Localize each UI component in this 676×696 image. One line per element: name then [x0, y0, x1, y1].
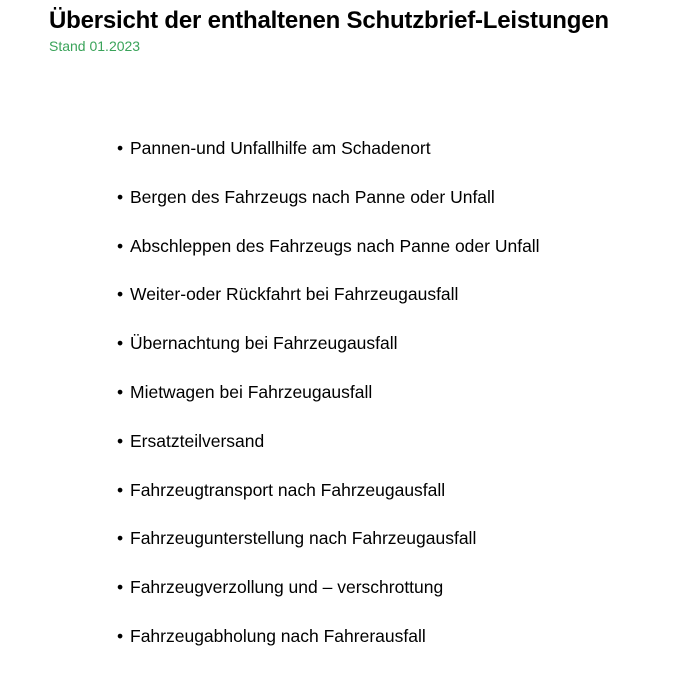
- list-item: [117, 527, 540, 549]
- page-title: Übersicht der enthaltenen Schutzbrief-Leistungen: [49, 7, 609, 34]
- list-item-label: Abschleppen des Fahrzeugs nach Panne oder Unfall: [130, 235, 540, 256]
- document-header: [49, 7, 609, 55]
- list-item-label: Fahrzeugtransport nach Fahrzeugausfall: [130, 479, 446, 500]
- list-item-label: Übernachtung bei Fahrzeugausfall: [130, 333, 398, 354]
- list-item-label: Weiter-oder Rückfahrt bei Fahrzeugausfall: [130, 284, 459, 305]
- bullet-icon: •: [117, 186, 124, 207]
- list-item: [117, 137, 540, 159]
- page-subtitle: Stand 01.2023: [49, 38, 141, 54]
- bullet-icon: •: [117, 333, 124, 354]
- list-item-label: Fahrzeugunterstellung nach Fahrzeugausfall: [130, 528, 477, 549]
- list-item: [117, 381, 540, 403]
- bullet-icon: •: [117, 430, 124, 451]
- list-item: [117, 332, 540, 354]
- list-item: [117, 186, 540, 208]
- bullet-icon: •: [117, 479, 124, 500]
- bullet-icon: •: [117, 528, 124, 549]
- list-item-label: Mietwagen bei Fahrzeugausfall: [130, 381, 373, 402]
- bullet-icon: •: [117, 577, 124, 598]
- list-item-label: Fahrzeugverzollung und – verschrottung: [130, 577, 444, 598]
- list-item: [117, 430, 540, 452]
- list-item: [117, 283, 540, 305]
- list-item-label: Ersatzteilversand: [130, 430, 265, 451]
- services-list: [117, 137, 540, 674]
- bullet-icon: •: [117, 284, 124, 305]
- bullet-icon: •: [117, 381, 124, 402]
- list-item: [117, 479, 540, 501]
- bullet-icon: •: [117, 138, 124, 158]
- list-item-label: Fahrzeugabholung nach Fahrerausfall: [130, 625, 426, 646]
- list-item: [117, 576, 540, 598]
- bullet-icon: •: [117, 625, 124, 646]
- bullet-icon: •: [117, 235, 124, 256]
- list-item: [117, 625, 540, 647]
- list-item-label: Bergen des Fahrzeugs nach Panne oder Unfall: [130, 186, 495, 207]
- list-item-label: Pannen-und Unfallhilfe am Schadenort: [130, 138, 431, 158]
- list-item: [117, 235, 540, 257]
